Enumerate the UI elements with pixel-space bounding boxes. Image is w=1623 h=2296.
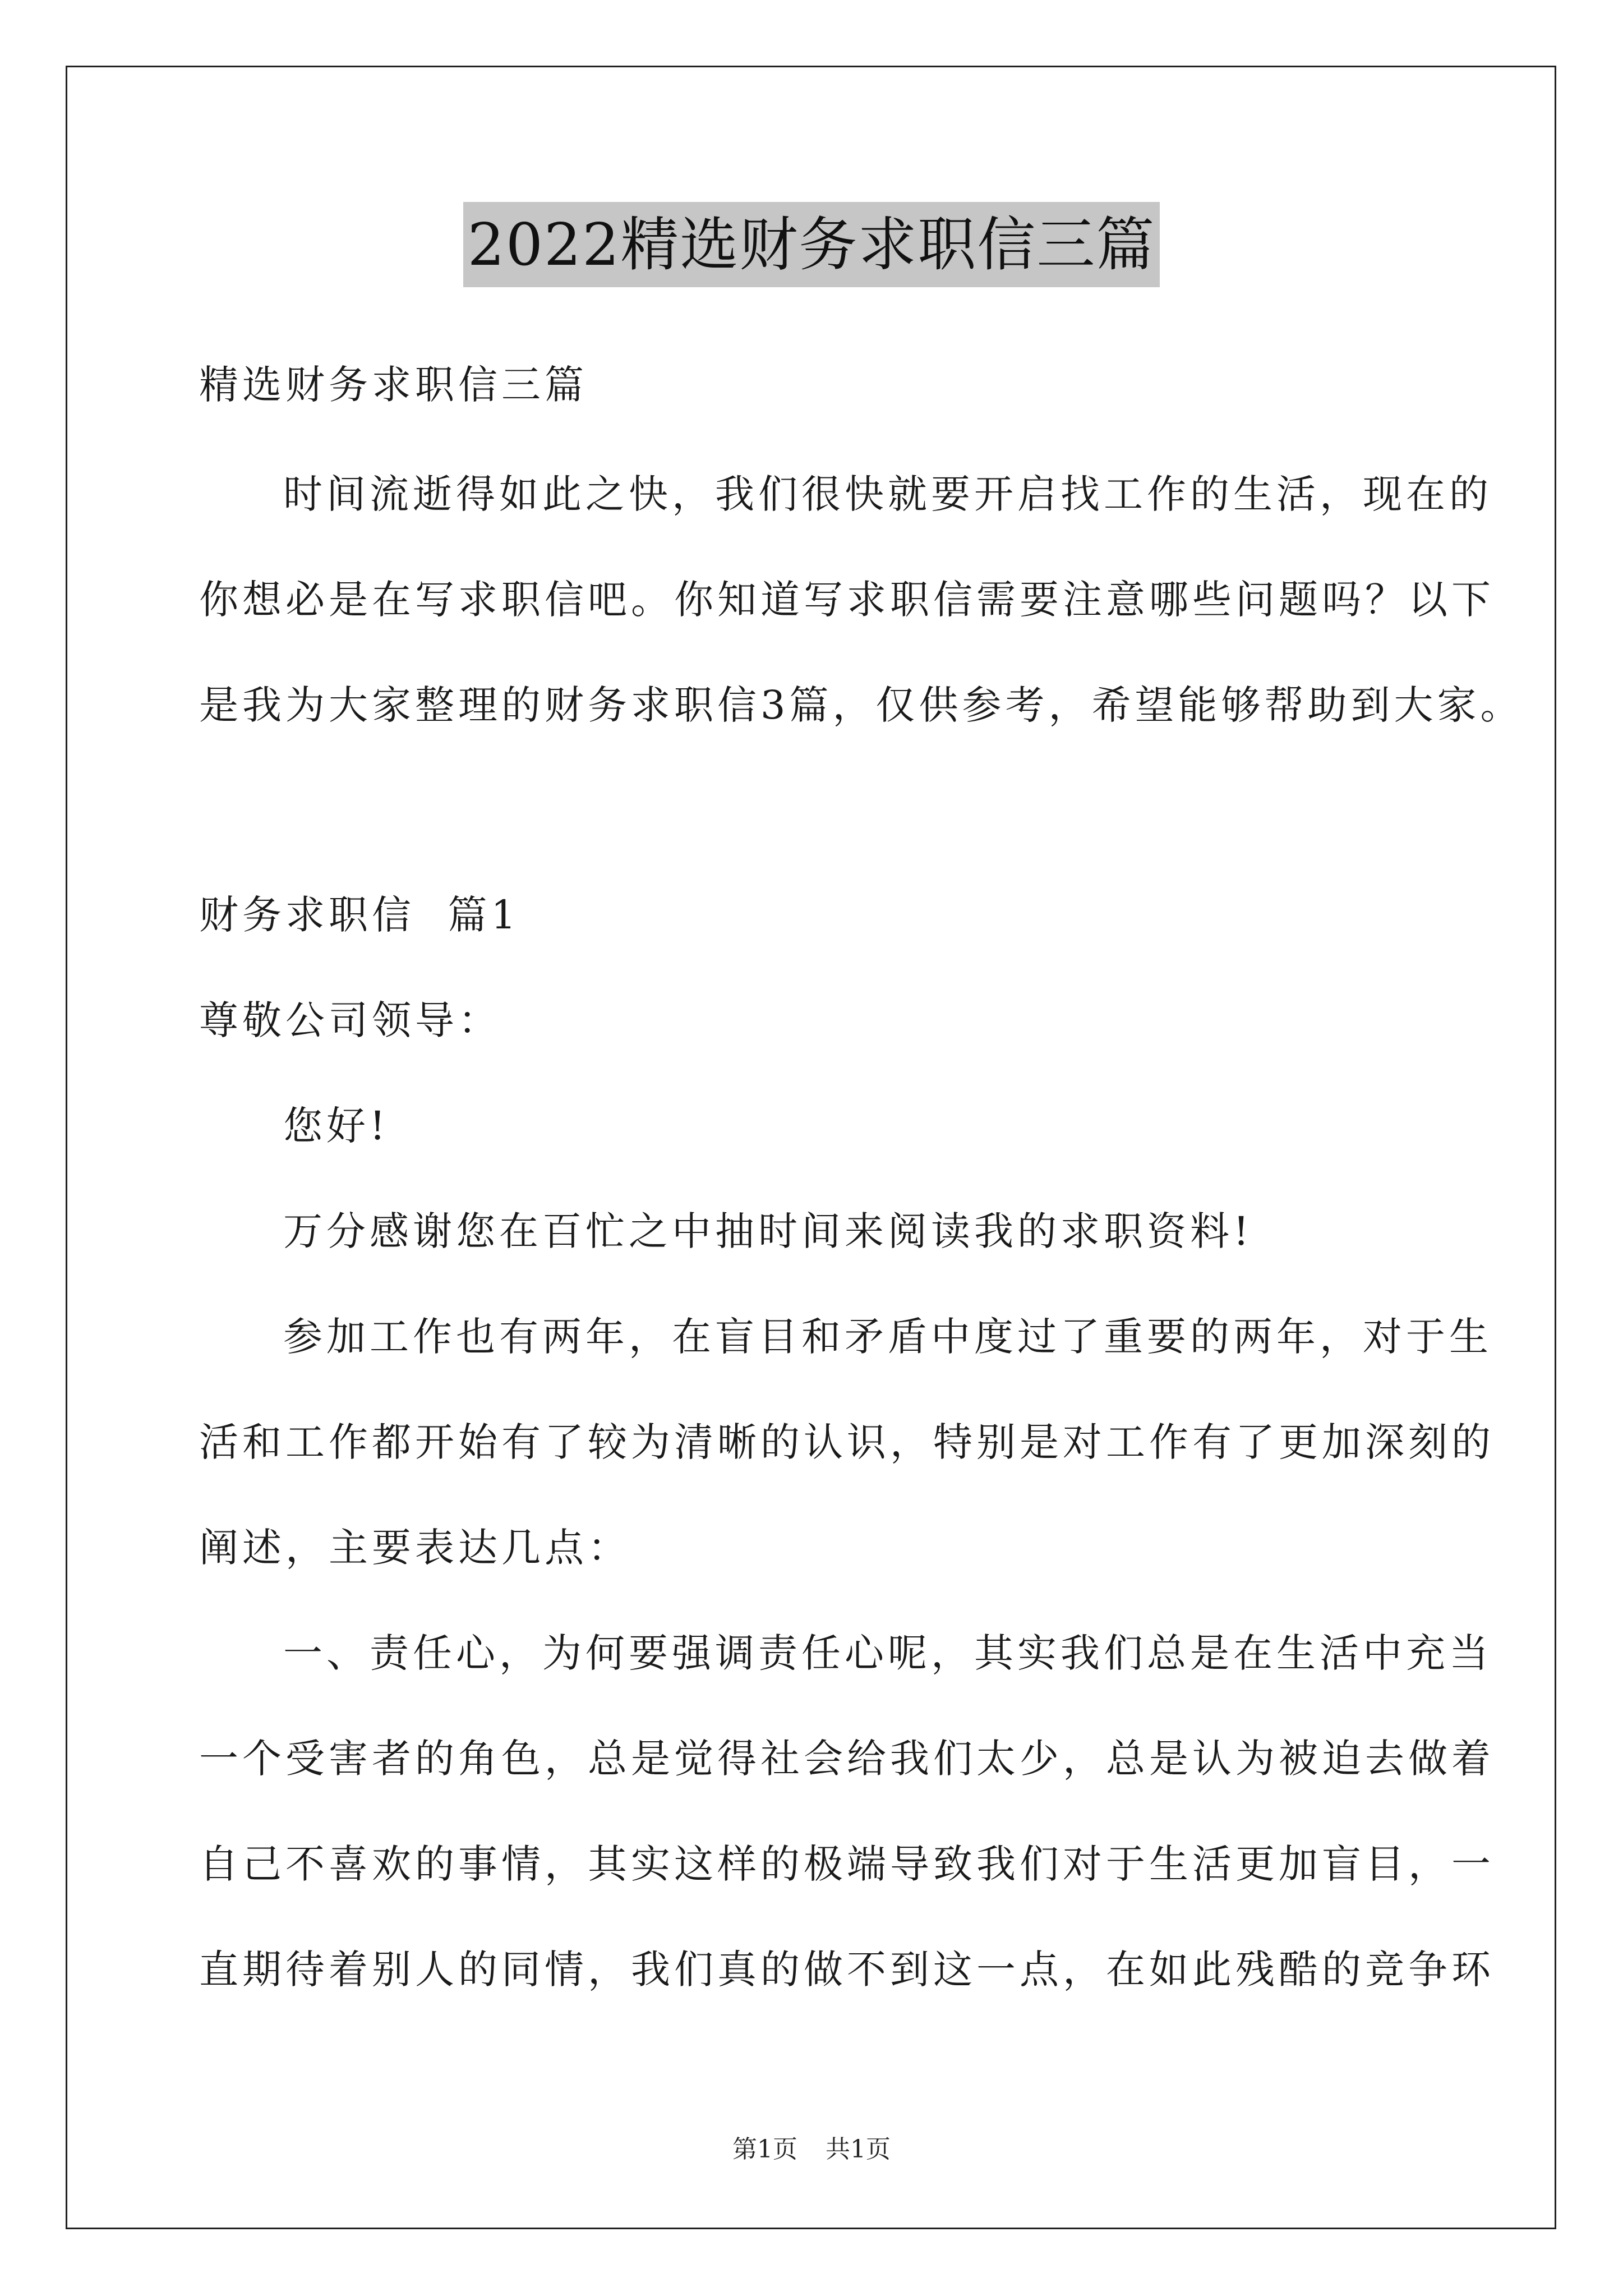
title-container xyxy=(0,202,1623,287)
para2-line-1: 一、责任心，为何要强调责任心呢，其实我们总是在生活中充当 xyxy=(283,1630,1492,1676)
section-heading: 财务求职信 篇1 xyxy=(199,892,520,938)
page-footer xyxy=(0,2129,1623,2165)
document-title: 2022精选财务求职信三篇 xyxy=(463,202,1160,287)
salutation: 尊敬公司领导： xyxy=(199,997,501,1043)
greeting: 您好! xyxy=(283,1103,390,1149)
para1-line-1: 参加工作也有两年，在盲目和矛盾中度过了重要的两年，对于生 xyxy=(283,1314,1492,1360)
para1-line-2: 活和工作都开始有了较为清晰的认识，特别是对工作有了更加深刻的 xyxy=(199,1419,1495,1465)
intro-line-2: 你想必是在写求职信吧。你知道写求职信需要注意哪些问题吗？以下 xyxy=(199,577,1495,623)
thanks-line: 万分感谢您在百忙之中抽时间来阅读我的求职资料! xyxy=(283,1208,1253,1254)
document-subtitle: 精选财务求职信三篇 xyxy=(199,362,588,408)
page-total: 共1页 xyxy=(826,2135,891,2164)
para2-line-4: 直期待着别人的同情，我们真的做不到这一点，在如此残酷的竞争环 xyxy=(199,1947,1495,1993)
para2-line-3: 自己不喜欢的事情，其实这样的极端导致我们对于生活更加盲目，一 xyxy=(199,1841,1495,1887)
para1-line-3: 阐述，主要表达几点： xyxy=(199,1525,631,1571)
intro-line-1: 时间流逝得如此之快，我们很快就要开启找工作的生活，现在的 xyxy=(283,471,1492,517)
intro-line-3: 是我为大家整理的财务求职信3篇，仅供参考，希望能够帮助到大家。 xyxy=(199,682,1524,728)
para2-line-2: 一个受害者的角色，总是觉得社会给我们太少，总是认为被迫去做着 xyxy=(199,1736,1495,1782)
page-number: 第1页 xyxy=(732,2135,797,2164)
